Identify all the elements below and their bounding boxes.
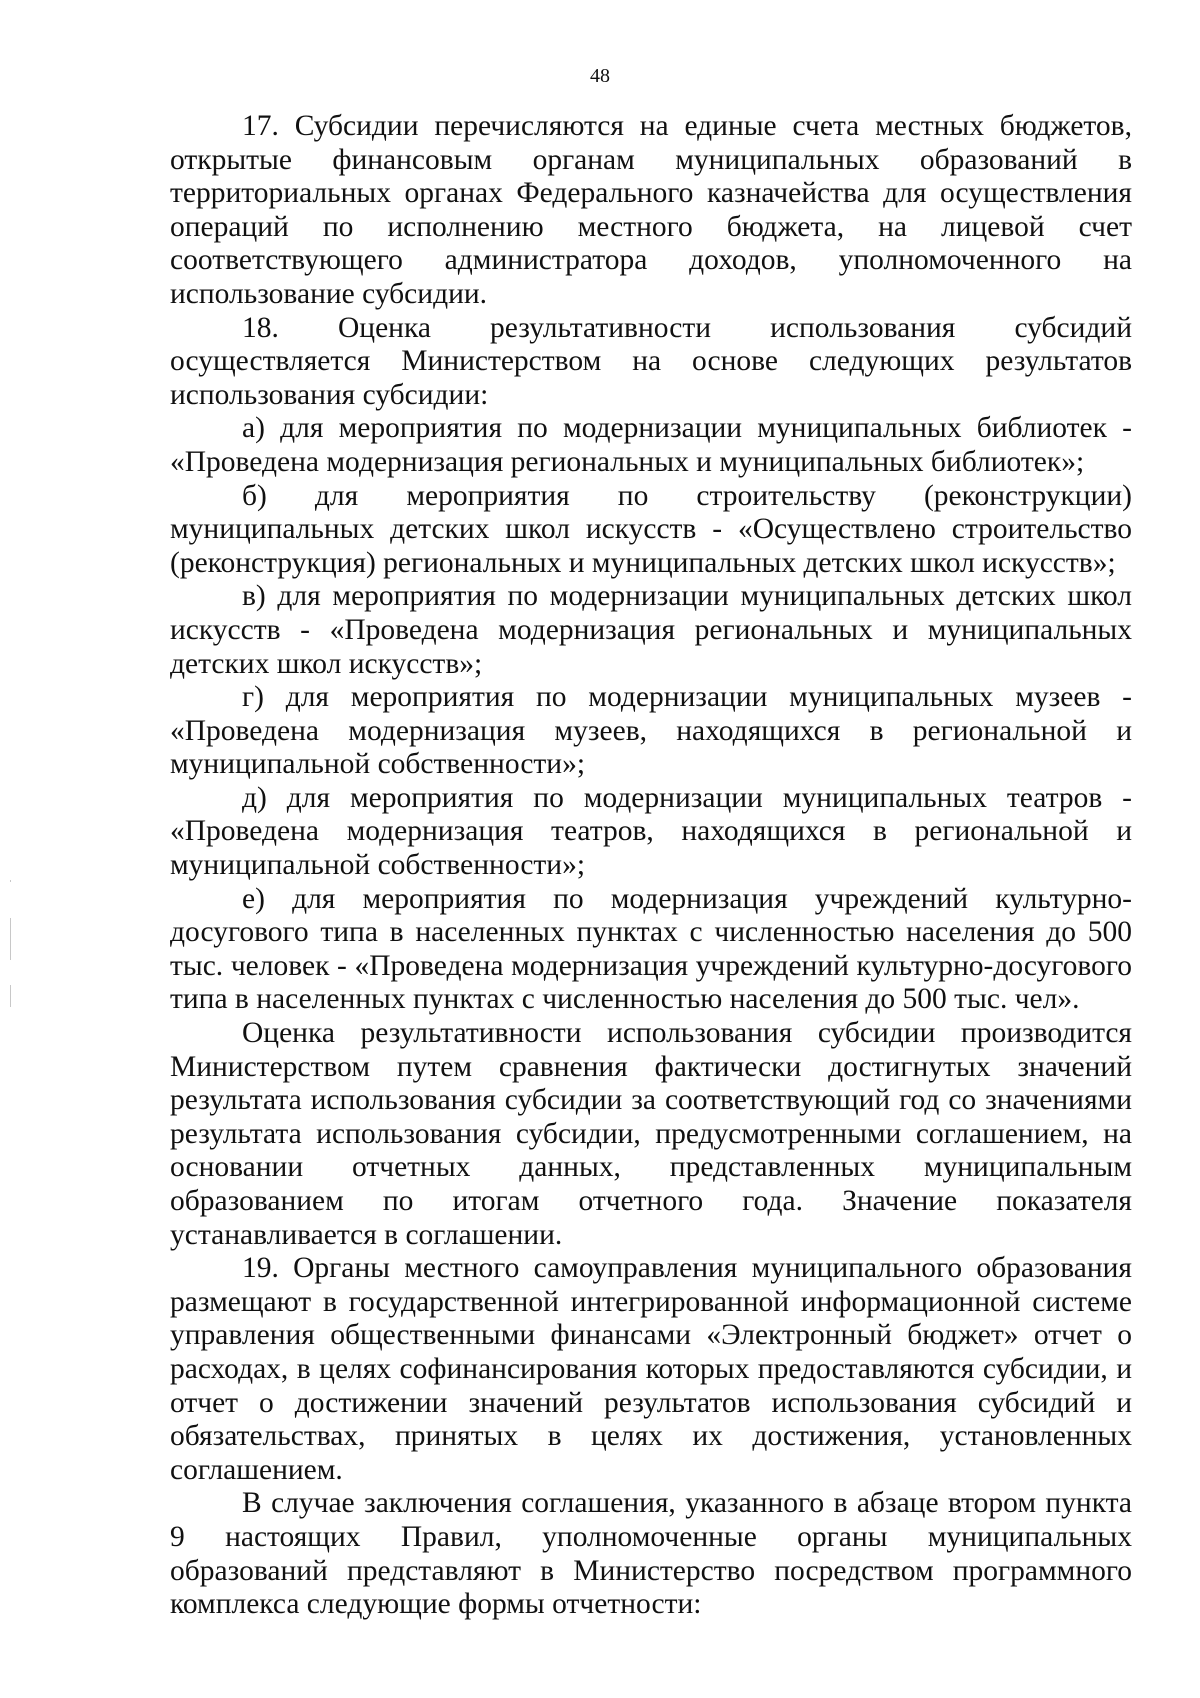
item-e-cultural-institutions: е) для мероприятия по модернизация учреждений культурно-досугового типа в населенных пунктах с численностью населения до 500 тыс. человек - «Проведена модернизация учреждений культурно-досугового типа в населенных пунктах с численностью населения до 500 тыс. чел». [170, 882, 1132, 1016]
item-a-libraries: а) для мероприятия по модернизации муниципальных библиотек - «Проведена модернизация региональных и муниципальных библиотек»; [170, 412, 1132, 478]
paragraph-18: 18. Оценка результативности использования субсидий осуществляется Министерством на основе следующих результатов использования субсидии: [170, 311, 1132, 411]
scan-artifact [10, 918, 11, 960]
paragraph-19: 19. Органы местного самоуправления муниципального образования размещают в государственной интегрированной информационной системе управления общественными финансами «Электронный бюджет» отчет о расходах, в целях софинансирования которых предоставляются субсидии, и отчет о достижении значений результатов использования субсидий и обязательствах, принятых в целях их достижения, установленных соглашением. [170, 1252, 1132, 1486]
paragraph-17: 17. Субсидии перечисляются на единые счета местных бюджетов, открытые финансовым органам муниципальных образований в территориальных органах Федерального казначейства для осуществления операций по исполнению местного бюджета, на лицевой счет соответствующего администратора доходов, уполномоченного на использование субсидии. [170, 110, 1132, 310]
item-v-art-schools-modernization: в) для мероприятия по модернизации муниципальных детских школ искусств - «Проведена модернизация региональных и муниципальных детских школ искусств»; [170, 580, 1132, 680]
item-b-art-schools-construction: б) для мероприятия по строительству (реконструкции) муниципальных детских школ искусств - «Осуществлено строительство (реконструкция) региональных и муниципальных детских школ искусств»; [170, 479, 1132, 579]
document-body [170, 110, 1132, 1622]
paragraph-evaluation: Оценка результативности использования субсидии производится Министерством путем сравнения фактически достигнутых значений результата использования субсидии за соответствующий год со значениями результата использования субсидии, предусмотренными соглашением, на основании отчетных данных, представленных муниципальным образованием по итогам отчетного года. Значение показателя устанавливается в соглашении. [170, 1017, 1132, 1251]
scan-artifact [10, 985, 11, 1007]
scan-artifact [10, 880, 11, 882]
page-number: 48 [590, 65, 610, 87]
item-d-theatres: д) для мероприятия по модернизации муниципальных театров - «Проведена модернизация театров, находящихся в региональной и муниципальной собственности»; [170, 781, 1132, 882]
paragraph-agreement-reporting: В случае заключения соглашения, указанного в абзаце втором пункта 9 настоящих Правил, уполномоченные органы муниципальных образований представляют в Министерство посредством программного комплекса следующие формы отчетности: [170, 1487, 1132, 1621]
item-g-museums: г) для мероприятия по модернизации муниципальных музеев - «Проведена модернизация музеев, находящихся в региональной и муниципальной собственности»; [170, 681, 1132, 781]
